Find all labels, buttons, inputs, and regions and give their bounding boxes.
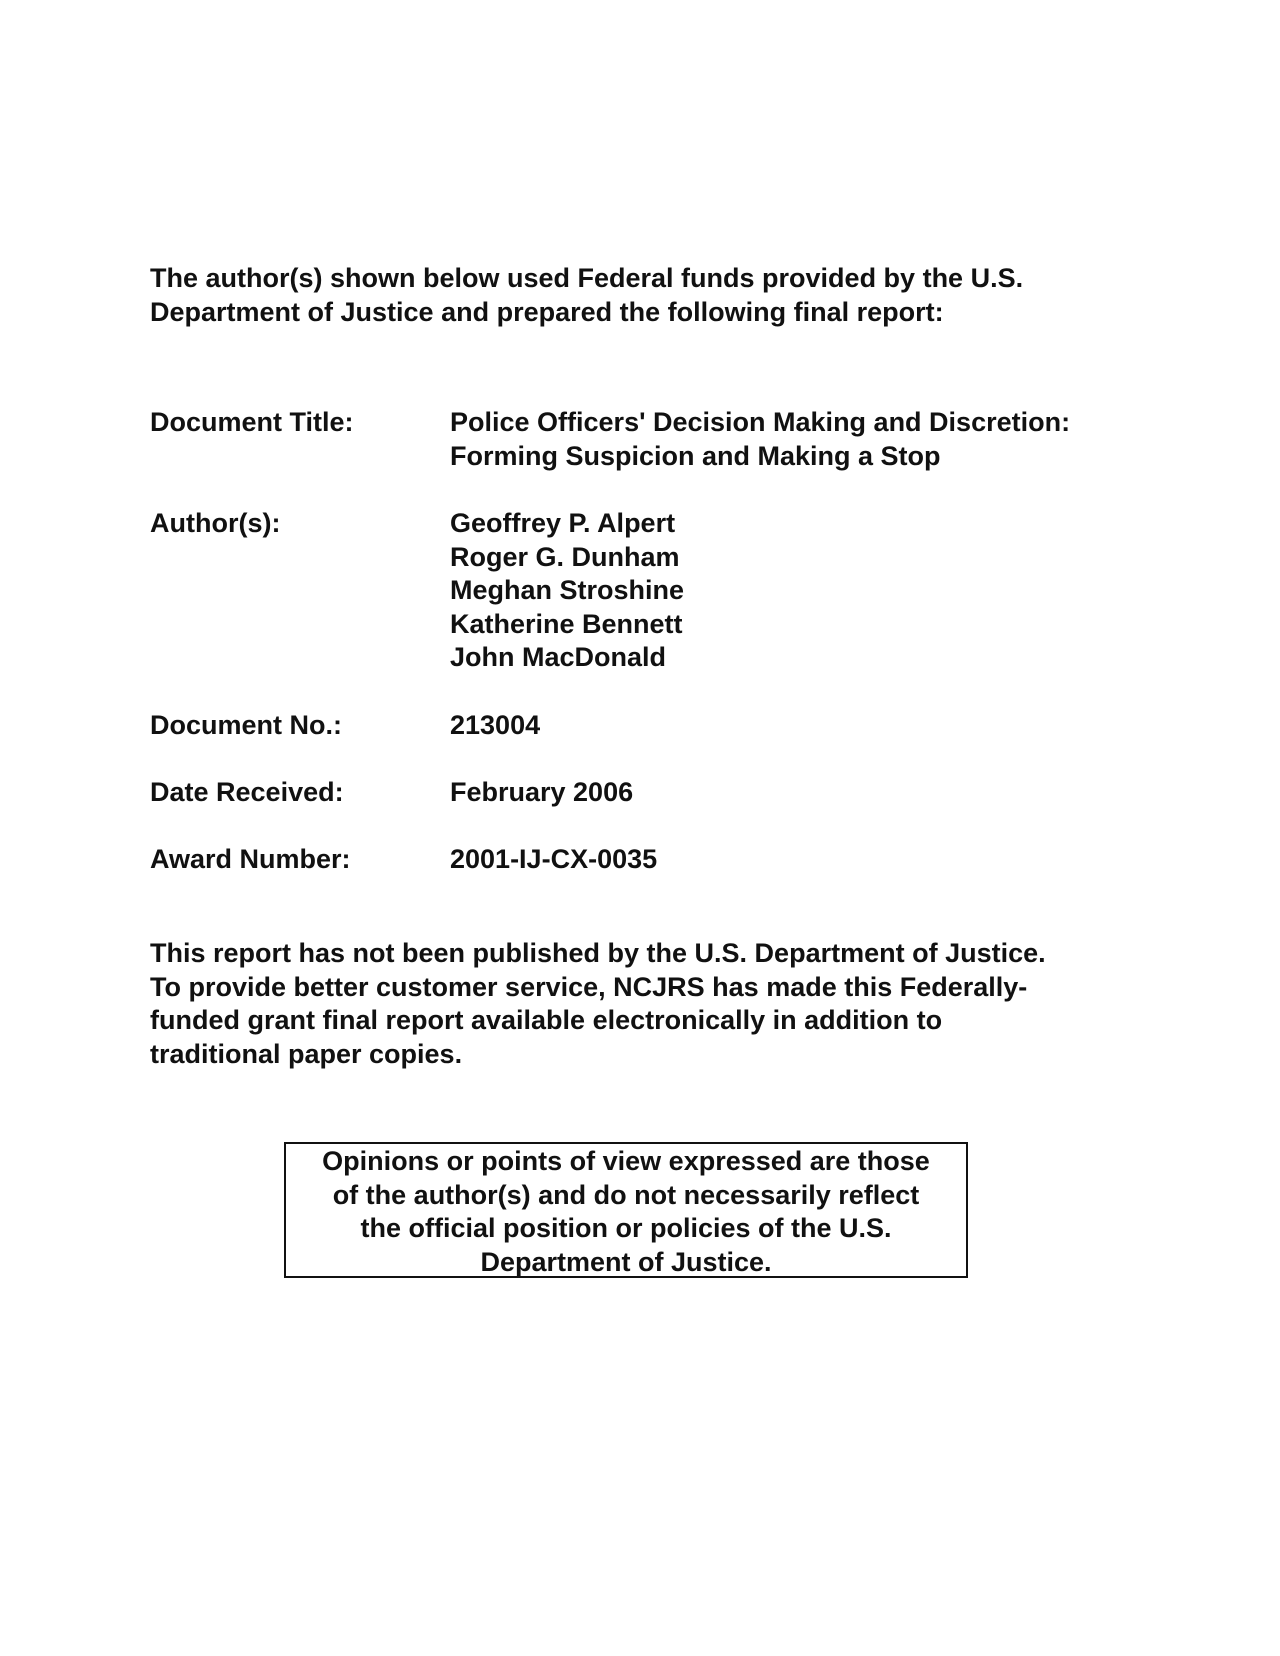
award-number-value: 2001-IJ-CX-0035 xyxy=(450,844,658,874)
document-title-line: Forming Suspicion and Making a Stop xyxy=(450,440,941,471)
authors-list xyxy=(450,507,684,675)
authors-label: Author(s): xyxy=(150,508,281,538)
document-no-value: 213004 xyxy=(450,710,541,740)
notice-line: funded grant final report available electronically in addition to xyxy=(150,1005,943,1035)
author-name: Geoffrey P. Alpert xyxy=(450,508,676,538)
disclaimer-box xyxy=(284,1142,968,1278)
disclaimer-line: the official position or policies of the U.S. xyxy=(360,1213,892,1243)
document-title-line: Police Officers' Decision Making and Discretion: xyxy=(450,407,1071,437)
notice-line: To provide better customer service, NCJRS has made this Federally- xyxy=(150,971,1028,1002)
notice-line: traditional paper copies. xyxy=(150,1038,463,1069)
intro-line: The author(s) shown below used Federal funds provided by the U.S. xyxy=(150,263,1024,293)
intro-line: Department of Justice and prepared the following final report: xyxy=(150,296,944,327)
date-received-value: February 2006 xyxy=(450,777,634,807)
author-name: John MacDonald xyxy=(450,642,667,672)
award-number-label: Award Number: xyxy=(150,844,351,874)
intro-statement xyxy=(150,262,1150,329)
document-no-label: Document No.: xyxy=(150,710,342,740)
disclaimer-line: of the author(s) and do not necessarily reflect xyxy=(332,1179,920,1210)
document-title-value xyxy=(450,406,1070,473)
notice-line: This report has not been published by the U.S. Department of Justice. xyxy=(150,938,1046,968)
disclaimer-line: Opinions or points of view expressed are those xyxy=(322,1146,930,1176)
date-received-label: Date Received: xyxy=(150,777,344,807)
author-name: Meghan Stroshine xyxy=(450,575,685,605)
publication-notice xyxy=(150,937,1170,1071)
author-name: Katherine Bennett xyxy=(450,608,683,639)
author-name: Roger G. Dunham xyxy=(450,541,680,572)
document-title-label: Document Title: xyxy=(150,407,354,437)
disclaimer-line: Department of Justice. xyxy=(480,1246,772,1277)
